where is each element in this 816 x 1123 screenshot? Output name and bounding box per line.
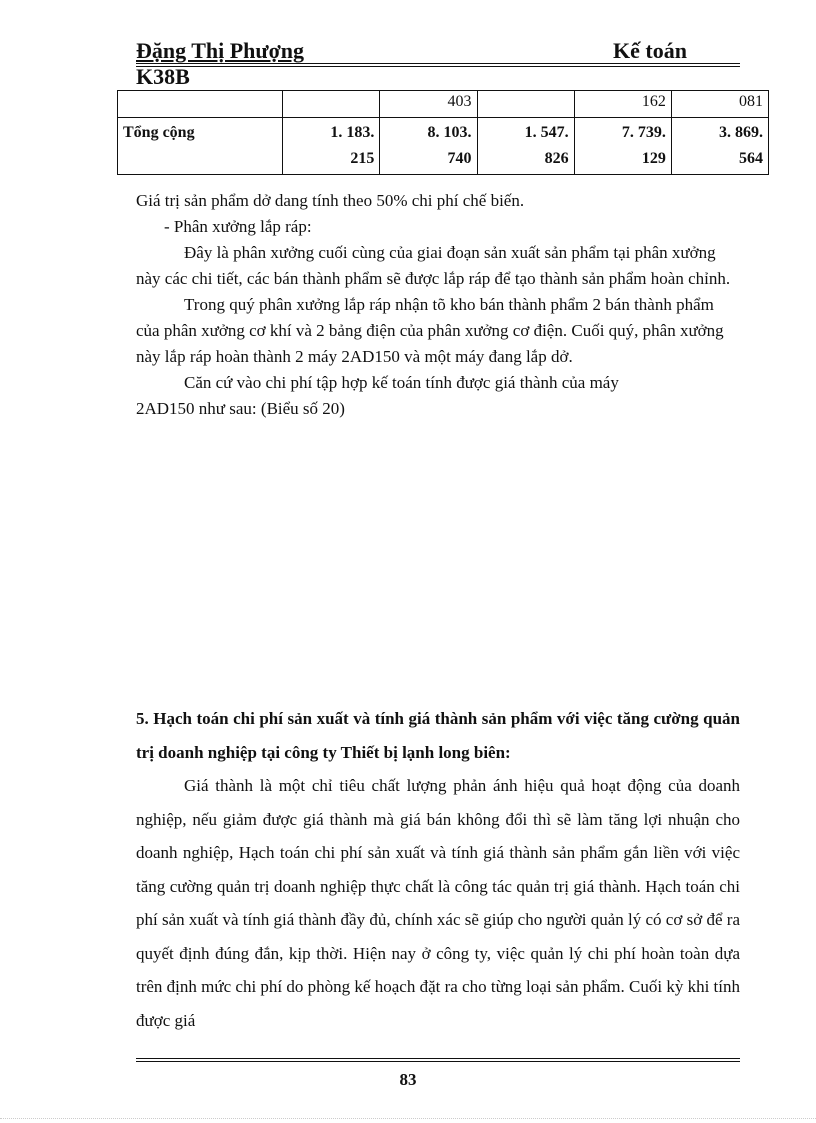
table-cell: 1. 183. 215 — [283, 118, 380, 175]
total-label: Tổng cộng — [118, 118, 283, 175]
header-divider — [136, 66, 740, 67]
footer-divider — [136, 1061, 740, 1062]
cost-table — [117, 90, 769, 175]
table-row — [118, 91, 769, 118]
table-cell — [118, 91, 283, 118]
table-cell: 3. 869. 564 — [671, 118, 768, 175]
body-text-top — [136, 188, 740, 422]
table-cell: 081 — [671, 91, 768, 118]
paragraph: - Phân xưởng lắp ráp: — [164, 217, 312, 236]
paragraph: Giá trị sản phẩm dở dang tính theo 50% chi phí chế biến. — [136, 191, 525, 210]
table-cell: 162 — [574, 91, 671, 118]
page-number: 83 — [399, 1070, 417, 1089]
paragraph: Căn cứ vào chi phí tập hợp kế toán tính được giá thành của máy — [184, 373, 619, 392]
author-name: Đặng Thị Phượng — [136, 38, 305, 63]
paragraph: Giá thành là một chỉ tiêu chất lượng phản ánh hiệu quả hoạt động của doanh nghiệp, nếu giảm được giá thành mà giá bán không đổi thì sẽ làm tăng lợi nhuận cho doanh nghiệp, Hạch toán chi phí sản xuất và tính giá thành sản phẩm gắn liền với việc tăng cường quản trị doanh nghiệp thực chất là công tác quản trị giá thành. Hạch toán chi phí sản xuất và tính giá thành đầy đủ, chính xác sẽ giúp cho người quản lý có cơ sở để ra quyết định đúng đắn, kịp thời. Hiện nay ở công ty, việc quản lý chi phí hoàn toàn dựa trên định mức chi phí do phòng kế hoạch đặt ra cho từng loại sản phẩm. Cuối kỳ khi tính được giá — [136, 776, 740, 1030]
paragraph: Đây là phân xưởng cuối cùng của giai đoạn sản xuất sản phẩm tại phân xưởng này các chi tiết, các bán thành phẩm sẽ được lắp ráp để tạo thành sản phẩm hoàn chỉnh. — [136, 243, 731, 288]
header-divider — [136, 63, 740, 64]
department-name: Kế toán — [613, 38, 687, 63]
page-edge — [0, 1118, 816, 1119]
paragraph: Trong quý phân xưởng lắp ráp nhận tõ kho bán thành phẩm 2 bán thành phẩm của phân xưởng cơ khí và 2 bảng điện của phân xưởng cơ điện. Cuối quý, phân xưởng này lắp ráp hoàn thành 2 máy 2AD150 và một máy đang lắp dở. — [136, 295, 724, 366]
table-row-total — [118, 118, 769, 175]
table-cell — [283, 91, 380, 118]
table-cell: 1. 547. 826 — [477, 118, 574, 175]
table-cell: 8. 103. 740 — [380, 118, 477, 175]
footer-divider — [136, 1058, 740, 1059]
section-heading: 5. Hạch toán chi phí sản xuất và tính giá thành sản phẩm với việc tăng cường quản trị doanh nghiệp tại công ty Thiết bị lạnh long biên: — [136, 709, 740, 762]
section-5 — [136, 702, 740, 1037]
class-name: K38B — [136, 64, 190, 89]
table-cell: 7. 739. 129 — [574, 118, 671, 175]
table-cell: 403 — [380, 91, 477, 118]
paragraph: 2AD150 như sau: (Biểu số 20) — [136, 399, 345, 418]
table-cell — [477, 91, 574, 118]
